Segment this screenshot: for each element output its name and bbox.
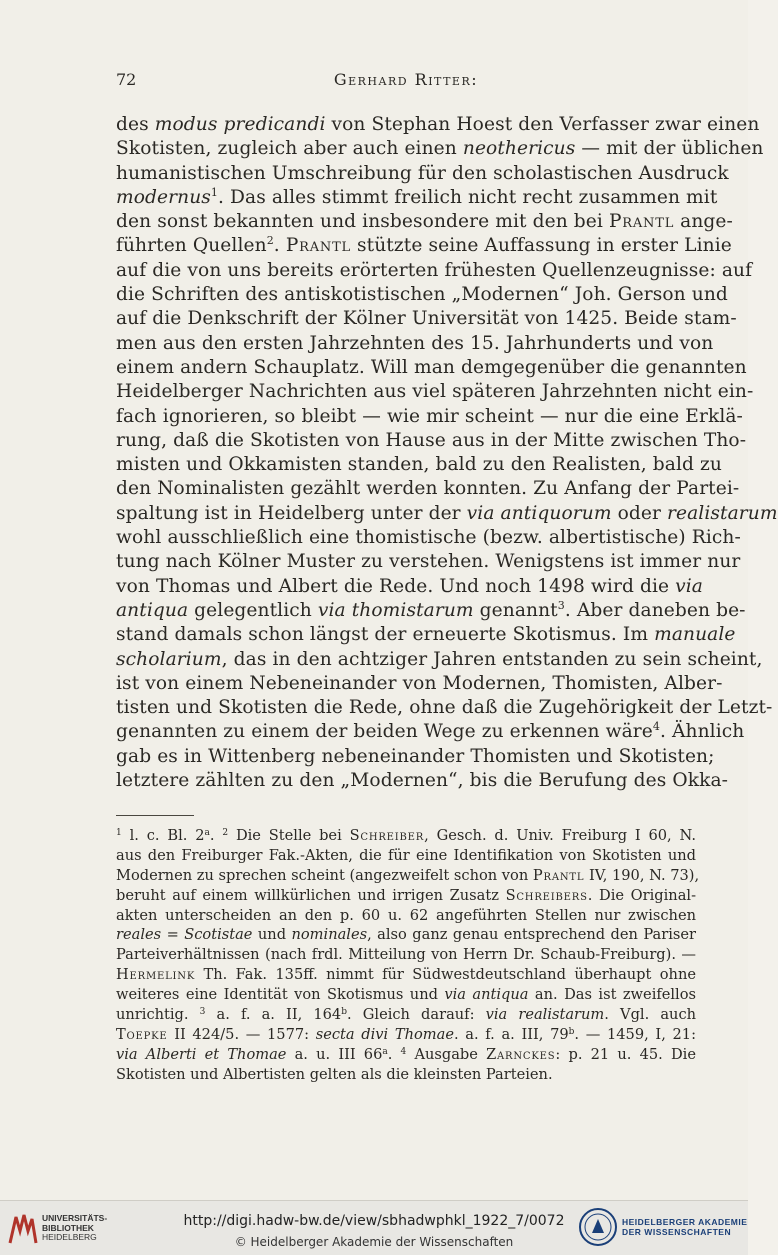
text-line: rung, daß die Skotisten von Hause aus in der Mitte zwischen Tho- [116,429,747,451]
text-line: Heidelberger Nachrichten aus viel späteren Jahrzehnten nicht ein- [116,381,754,403]
footnote-line: Toepke II 424/5. — 1577: secta divi Thomae. a. f. a. III, 79$^b$. — 1459, I, 21: [116,1025,696,1043]
text-line: die Schriften des antiskotistischen „Modernen“ Joh. Gerson und [116,284,728,306]
footnote-line: reales = Scotistae und nominales, also ganz genau entsprechend den Pariser [116,926,696,944]
university-library-name: UNIVERSITÄTS- BIBLIOTHEK HEIDELBERG [42,1213,108,1242]
academy-name: HEIDELBERGER AKADEMIE DER WISSENSCHAFTEN [622,1217,748,1237]
text-line: stand damals schon längst der erneuerte Skotismus. Im manuale [116,624,736,646]
text-line: auf die Denkschrift der Kölner Universität von 1425. Beide stam- [116,308,737,330]
footnote-line: Modernen zu sprechen scheint (angezweifelt schon von Prantl IV, 190, N. 73), [116,866,700,884]
text-line: misten und Okkamisten standen, bald zu den Realisten, bald zu [116,454,723,476]
text-line: gab es in Wittenberg nebeneinander Thomisten und Skotisten; [116,745,715,767]
text-line: Skotisten, zugleich aber auch einen neothericus — mit der üblichen [116,138,764,160]
text-line: einem andern Schauplatz. Will man demgegenüber die genannten [116,356,747,378]
page-number: 72 [116,70,137,89]
footnote-line: Skotisten und Albertisten gelten als die kleinsten Parteien. [116,1065,553,1083]
text-line: scholarium, das in den achtziger Jahren entstanden zu sein scheint, [116,648,763,670]
footnote-line: Parteiverhältnissen (nach frdl. Mitteilung von Herrn Dr. Schaub-Freiburg). — [116,946,696,964]
footnote-line: aus den Freiburger Fak.-Akten, die für eine Identifikation von Skotisten und [116,846,696,864]
text-line: spaltung ist in Heidelberg unter der via antiquorum oder realistarum [116,502,778,524]
text-line: ist von einem Nebeneinander von Modernen, Thomisten, Alber- [116,672,723,694]
running-title: Gerhard Ritter: [333,70,479,89]
text-line: tung nach Kölner Muster zu verstehen. Wenigstens ist immer nur [116,551,741,573]
text-line: den Nominalisten gezählt werden konnten. Zu Anfang der Partei- [116,478,740,500]
text-line: führten Quellen$^2$. Prantl stützte seine Auffassung in erster Linie [116,234,732,257]
footnote-line: unrichtig. $^3$ a. f. a. II, 164$^b$. Gleich darauf: via realistarum. Vgl. auch [116,1006,697,1024]
footnote-line: akten unterscheiden an den p. 60 u. 62 angeführten Stellen nur zwischen [116,906,696,924]
copyright-text: © Heidelberger Akademie der Wissenschaften [234,1235,514,1249]
academy-seal-icon [578,1207,618,1247]
text-line: des modus predicandi von Stephan Hoest den Verfasser zwar einen [116,114,760,135]
text-line: genannten zu einem der beiden Wege zu erkennen wäre$^4$. Ähnlich [116,720,745,743]
text-line: antiqua gelegentlich via thomistarum genannt$^3$. Aber daneben be- [116,598,746,621]
text-line: tisten und Skotisten die Rede, ohne daß die Zugehörigkeit der Letzt- [116,697,773,719]
text-line: men aus den ersten Jahrzehnten des 15. Jahrhunderts und von [116,332,714,354]
text-line: wohl ausschließlich eine thomistische (bezw. albertistische) Rich- [116,527,741,549]
footnote-line: beruht auf einem willkürlichen und irrigen Zusatz Schreibers. Die Original- [116,886,696,904]
text-line: von Thomas und Albert die Rede. Und noch 1498 wird die via [116,575,703,597]
footnotes [116,826,700,1085]
text-line: auf die von uns bereits erörterten frühesten Quellenzeugnisse: auf [116,259,753,281]
viewer-footer [0,1200,748,1255]
footnote-line: via Alberti et Thomae a. u. III 66$^a$. $^4$ Ausgabe Zarnckes: p. 21 u. 45. Die [116,1045,696,1063]
text-line: letztere zählten zu den „Modernen“, bis die Berufung des Okka- [116,770,729,792]
footnote-line: weiteres eine Identität von Skotismus und via antiqua an. Das ist zweifellos [116,986,697,1004]
text-line: den sonst bekannten und insbesondere mit den bei Prantl ange- [116,211,733,233]
footnote-rule [116,815,194,816]
footnote-line: Hermelink Th. Fak. 135ff. nimmt für Südwestdeutschland überhaupt ohne [116,966,696,984]
page-url-link[interactable]: http://digi.hadw-bw.de/view/sbhadwphkl_1922_7/0072 [183,1213,565,1229]
footnote-line: $^1$ l. c. Bl. 2$^a$. $^2$ Die Stelle bei Schreiber, Gesch. d. Univ. Freiburg I 60, N. [116,827,696,844]
page-header [116,70,696,94]
text-line: fach ignorieren, so bleibt — wie mir scheint — nur die eine Erklä- [116,405,743,427]
body-text [116,113,778,793]
text-line: humanistischen Umschreibung für den scholastischen Ausdruck [116,162,729,184]
text-line: modernus$^1$. Das alles stimmt freilich nicht recht zusammen mit [116,185,718,208]
